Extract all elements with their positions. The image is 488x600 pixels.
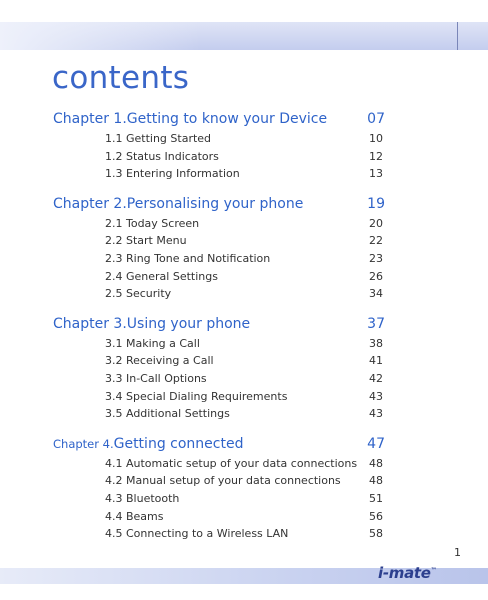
section-entry[interactable] (0, 251, 488, 269)
chapter-heading[interactable] (0, 196, 488, 216)
section-label: 1.1 Getting Started (105, 132, 212, 145)
chapter-heading[interactable] (0, 436, 488, 456)
section-page: 56 (369, 509, 383, 523)
chapter-prefix: Chapter 2. (53, 195, 127, 212)
section-page: 43 (369, 389, 383, 403)
section-page: 12 (369, 149, 383, 163)
section-label: 2.2 Start Menu (105, 234, 187, 248)
section-label: 2.1 Today Screen (105, 216, 200, 230)
logo-text: i-mate (378, 564, 431, 582)
chapter-3 (0, 316, 488, 424)
section-page: 48 (369, 456, 383, 470)
section-label: 2.4 General Settings (105, 269, 218, 283)
header-band-highlight (0, 22, 200, 50)
section-label: 2.5 Security (105, 287, 172, 301)
section-entry[interactable] (0, 336, 488, 354)
section-entry[interactable] (0, 491, 488, 509)
section-entry[interactable] (0, 389, 488, 407)
section-entry[interactable] (0, 406, 488, 424)
header-band (0, 22, 488, 50)
section-label: 3.3 In-Call Options (105, 371, 207, 385)
chapter-name: Personalising your phone (126, 195, 304, 212)
section-page: 43 (369, 407, 383, 421)
brand-logo (378, 564, 436, 582)
section-entry[interactable] (0, 473, 488, 491)
chapter-4 (0, 436, 488, 544)
section-label: 1.3 Entering Information (105, 167, 240, 181)
section-page: 10 (369, 132, 383, 145)
chapter-name: Getting to know your Device (126, 111, 328, 127)
section-page: 34 (369, 287, 383, 301)
section-label: 3.2 Receiving a Call (105, 354, 214, 368)
chapter-page: 47 (367, 435, 385, 452)
section-page: 26 (369, 269, 383, 283)
page-title: contents (52, 60, 190, 96)
section-entry[interactable] (0, 233, 488, 251)
chapter-page: 07 (367, 111, 385, 127)
section-page: 13 (369, 167, 383, 181)
chapter-title (53, 196, 303, 212)
section-page: 20 (369, 216, 383, 230)
section-label: 3.1 Making a Call (105, 336, 200, 350)
section-label: 4.4 Beams (105, 509, 164, 523)
section-entry[interactable] (0, 509, 488, 527)
table-of-contents (0, 111, 488, 556)
chapter-title (53, 111, 327, 127)
section-label: 2.3 Ring Tone and Notification (105, 251, 271, 265)
chapter-heading[interactable] (0, 111, 488, 131)
section-label: 1.2 Status Indicators (105, 149, 219, 163)
page-number: 1 (454, 546, 461, 559)
chapter-name: Using your phone (126, 315, 251, 332)
section-label: 4.5 Connecting to a Wireless LAN (105, 527, 289, 541)
section-page: 41 (369, 354, 383, 368)
section-label: 4.3 Bluetooth (105, 491, 180, 505)
chapter-name: Getting connected (113, 435, 244, 452)
section-entry[interactable] (0, 526, 488, 544)
section-entry[interactable] (0, 216, 488, 234)
chapter-heading[interactable] (0, 316, 488, 336)
section-entry[interactable] (0, 286, 488, 304)
chapter-2 (0, 196, 488, 304)
chapter-prefix: Chapter 1. (53, 111, 127, 127)
section-page: 58 (369, 527, 383, 541)
chapter-1 (0, 111, 488, 184)
chapter-title (53, 436, 243, 452)
section-entry[interactable] (0, 456, 488, 474)
section-page: 23 (369, 251, 383, 265)
section-label: 4.2 Manual setup of your data connections (105, 474, 341, 488)
section-entry[interactable] (0, 166, 488, 184)
section-page: 38 (369, 336, 383, 350)
section-entry[interactable] (0, 149, 488, 167)
header-band-rule (457, 22, 458, 50)
chapter-prefix: Chapter 4. (53, 436, 114, 451)
chapter-page: 37 (367, 315, 385, 332)
section-label: 4.1 Automatic setup of your data connections (105, 456, 358, 470)
section-page: 22 (369, 234, 383, 248)
section-entry[interactable] (0, 131, 488, 149)
section-label: 3.4 Special Dialing Requirements (105, 389, 288, 403)
section-entry[interactable] (0, 371, 488, 389)
section-page: 48 (369, 474, 383, 488)
section-entry[interactable] (0, 353, 488, 371)
chapter-title (53, 316, 250, 332)
section-entry[interactable] (0, 269, 488, 287)
chapter-prefix: Chapter 3. (53, 315, 127, 332)
section-page: 51 (369, 491, 383, 505)
trademark-mark: ™ (430, 567, 437, 574)
section-page: 42 (369, 371, 383, 385)
chapter-page: 19 (367, 195, 385, 212)
section-label: 3.5 Additional Settings (105, 407, 230, 421)
